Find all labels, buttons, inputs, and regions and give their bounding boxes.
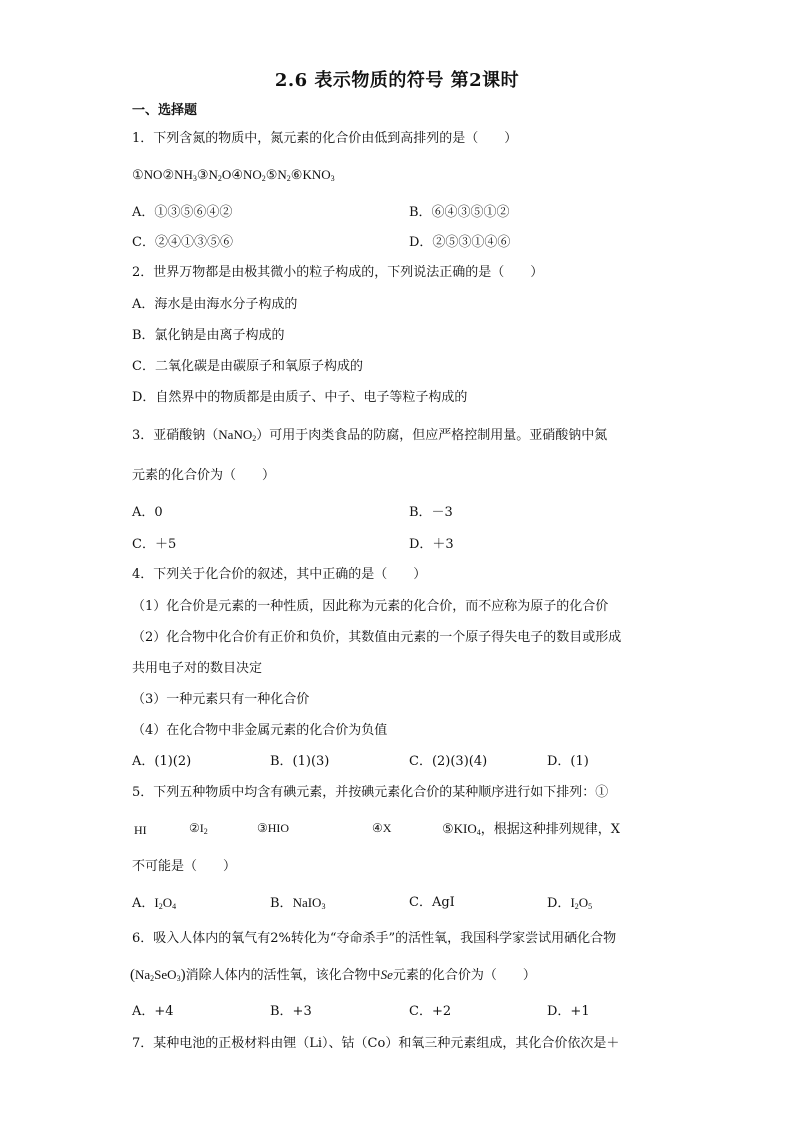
question-6-stem-line-2: $(Na_2SeO_3)$消除人体内的活性氧，该化合物中Se元素的化合价为（ ） — [130, 967, 536, 983]
question-4-option-c: C．(2)(3)(4) — [409, 754, 488, 769]
question-4-option-b: B．(1)(3) — [270, 754, 330, 769]
question-7-stem: 7．某种电池的正极材料由锂（Li）、钴（Co）和氧三种元素组成，其化合价依次是＋ — [132, 1036, 620, 1051]
question-4-statement-2: （2）化合物中化合价有正价和负价，其数值由元素的一个原子得失电子的数目或形成 — [132, 630, 622, 645]
question-3-option-d: D．＋3 — [409, 537, 454, 552]
question-4-statement-3: （3）一种元素只有一种化合价 — [132, 692, 310, 707]
question-2-option-c: C．二氧化碳是由碳原子和氧原子构成的 — [132, 359, 363, 374]
question-3-option-a: A．0 — [132, 505, 163, 520]
question-2-option-d: D．自然界中的物质都是由质子、中子、电子等粒子构成的 — [132, 390, 468, 405]
question-6-option-c: C．+2 — [409, 1004, 452, 1019]
question-3-stem: 3．亚硝酸钠（NaNO$_2$）可用于肉类食品的防腐，但应严格控制用量。亚硝酸钠中氮 — [132, 427, 608, 443]
question-4-option-d: D．(1) — [547, 754, 589, 769]
question-5-option-d: D．$I_2O_5$ — [547, 895, 593, 911]
question-2-stem: 2．世界万物都是由极其微小的粒子构成的，下列说法正确的是（ ） — [132, 265, 544, 280]
question-1-option-a: A．①③⑤⑥④② — [132, 205, 233, 220]
question-1-items: $①NO②NH_3③N_2O④NO_2⑤N_2⑥KNO_3$ — [132, 167, 335, 183]
question-3-stem-line-2: 元素的化合价为（ ） — [132, 468, 276, 483]
question-2-option-b: B．氯化钠是由离子构成的 — [132, 328, 285, 343]
question-5-item-5: $⑤KIO_4$，根据这种排列规律，X — [442, 821, 621, 837]
question-4-statement-4: （4）在化合物中非金属元素的化合价为负值 — [132, 723, 388, 738]
question-1-stem: 1．下列含氮的物质中，氮元素的化合价由低到高排列的是（ ） — [132, 131, 518, 146]
question-6-option-d: D．+1 — [547, 1004, 590, 1019]
question-4-option-a: A．(1)(2) — [132, 754, 192, 769]
question-3-option-c: C．＋5 — [132, 537, 177, 552]
page-title: 2.6 表示物质的符号 第2课时 — [274, 70, 520, 91]
question-5-stem-line-2: 不可能是（ ） — [132, 859, 237, 874]
question-6-option-b: B．+3 — [270, 1004, 312, 1019]
question-2-option-a: A．海水是由海水分子构成的 — [132, 297, 298, 312]
question-4-statement-2-cont: 共用电子对的数目决定 — [132, 661, 263, 676]
section-heading: 一、选择题 — [132, 103, 198, 118]
question-5-option-a: A．$I_2O_4$ — [132, 895, 177, 911]
question-5-option-c: C．AgI — [409, 895, 455, 910]
question-5-item-3: ③HIO — [257, 821, 290, 835]
question-5-item-1: HI — [134, 823, 147, 837]
question-5-item-4: ④X — [372, 821, 392, 835]
question-6-option-a: A．+4 — [132, 1004, 174, 1019]
question-4-stem: 4．下列关于化合价的叙述，其中正确的是（ ） — [132, 567, 427, 582]
question-1-option-c: C．②④①③⑤⑥ — [132, 235, 233, 250]
question-1-option-d: D．②⑤③①④⑥ — [409, 235, 511, 250]
question-5-stem: 5．下列五种物质中均含有碘元素，并按碘元素化合价的某种顺序进行如下排列：① — [132, 785, 609, 800]
question-6-stem: 6．吸入人体内的氧气有2%转化为“夺命杀手”的活性氧，我国科学家尝试用硒化合物 — [132, 931, 617, 946]
question-1-option-b: B．⑥④③⑤①② — [409, 205, 510, 220]
question-5-item-2: $②I_2$ — [189, 821, 208, 836]
question-4-statement-1: （1）化合价是元素的一种性质，因此称为元素的化合价，而不应称为原子的化合价 — [132, 599, 609, 614]
question-5-option-b: B．NaIO$_3$ — [270, 895, 326, 911]
question-3-option-b: B．－3 — [409, 505, 453, 520]
